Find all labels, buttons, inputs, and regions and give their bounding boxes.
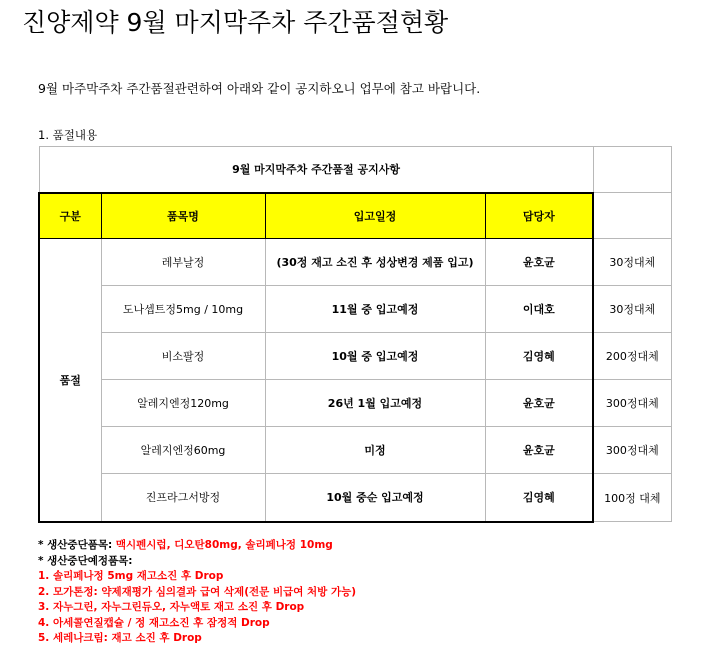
substitute-note: 300정대체 <box>593 380 671 427</box>
blank-cell <box>593 147 671 193</box>
substitute-note: 30정대체 <box>593 239 671 286</box>
planned-item: 3. 자누그린, 자누그린듀오, 자누액토 재고 소진 후 Drop <box>38 601 305 613</box>
substitute-note: 100정 대체 <box>593 474 671 522</box>
product-name: 레부날정 <box>101 239 265 286</box>
planned-item: 4. 아세콜연질캡슐 / 정 재고소진 후 잠정적 Drop <box>38 616 270 629</box>
discontinued-items: 맥시펜시럽, 디오탄80mg, 솔리페나정 10mg <box>115 539 333 551</box>
header-category: 구분 <box>39 193 101 239</box>
discontinued-label: * 생산중단품목: <box>38 539 116 551</box>
manager-name: 이대호 <box>485 286 593 333</box>
planned-item: 5. 세레나크림: 재고 소진 후 Drop <box>38 632 202 644</box>
table-row <box>39 286 671 333</box>
manager-name: 윤호균 <box>485 239 593 286</box>
planned-label: * 생산중단예정품목: <box>38 554 133 567</box>
header-product: 품목명 <box>101 193 265 239</box>
product-name: 알레지엔정60mg <box>101 427 265 474</box>
group-label: 품절 <box>39 239 101 522</box>
stock-schedule: (30정 재고 소진 후 성상변경 제품 입고) <box>265 239 485 286</box>
table-row <box>39 380 671 427</box>
planned-item: 1. 솔리페나정 5mg 재고소진 후 Drop <box>38 570 224 582</box>
substitute-note: 200정대체 <box>593 333 671 380</box>
caption-row <box>39 147 671 193</box>
manager-name: 김영혜 <box>485 333 593 380</box>
discontinued-line <box>38 538 356 554</box>
stock-schedule: 10월 중 입고예정 <box>265 333 485 380</box>
planned-item: 2. 모가톤정: 약제재평가 심의결과 급여 삭제(전문 비급여 처방 가능) <box>38 585 357 598</box>
stockout-table <box>38 146 672 523</box>
intro-text: 9월 마주막주차 주간품절관련하여 아래와 같이 공지하오니 업무에 참고 바랍니다. <box>38 81 481 96</box>
table-row <box>39 333 671 380</box>
product-name: 도나셉트정5mg / 10mg <box>101 286 265 333</box>
product-name: 비소팔정 <box>101 333 265 380</box>
table-row <box>39 239 671 286</box>
blank-cell <box>593 193 671 239</box>
table-row <box>39 427 671 474</box>
section-heading: 1. 품절내용 <box>38 128 98 142</box>
header-schedule: 입고일정 <box>265 193 485 239</box>
stock-schedule: 10월 중순 입고예정 <box>265 474 485 522</box>
page-title: 진양제약 9월 마지막주차 주간품절현황 <box>22 8 449 37</box>
table-row <box>39 474 671 522</box>
header-row <box>39 193 671 239</box>
stock-schedule: 미정 <box>265 427 485 474</box>
stock-schedule: 11월 중 입고예정 <box>265 286 485 333</box>
table-caption: 9월 마지막주차 주간품절 공지사항 <box>39 147 593 193</box>
notes-block <box>38 538 356 647</box>
stock-schedule: 26년 1월 입고예정 <box>265 380 485 427</box>
manager-name: 윤호균 <box>485 380 593 427</box>
substitute-note: 300정대체 <box>593 427 671 474</box>
product-name: 진프라그서방정 <box>101 474 265 522</box>
substitute-note: 30정대체 <box>593 286 671 333</box>
manager-name: 김영혜 <box>485 474 593 522</box>
header-manager: 담당자 <box>485 193 593 239</box>
manager-name: 윤호균 <box>485 427 593 474</box>
product-name: 알레지엔정120mg <box>101 380 265 427</box>
